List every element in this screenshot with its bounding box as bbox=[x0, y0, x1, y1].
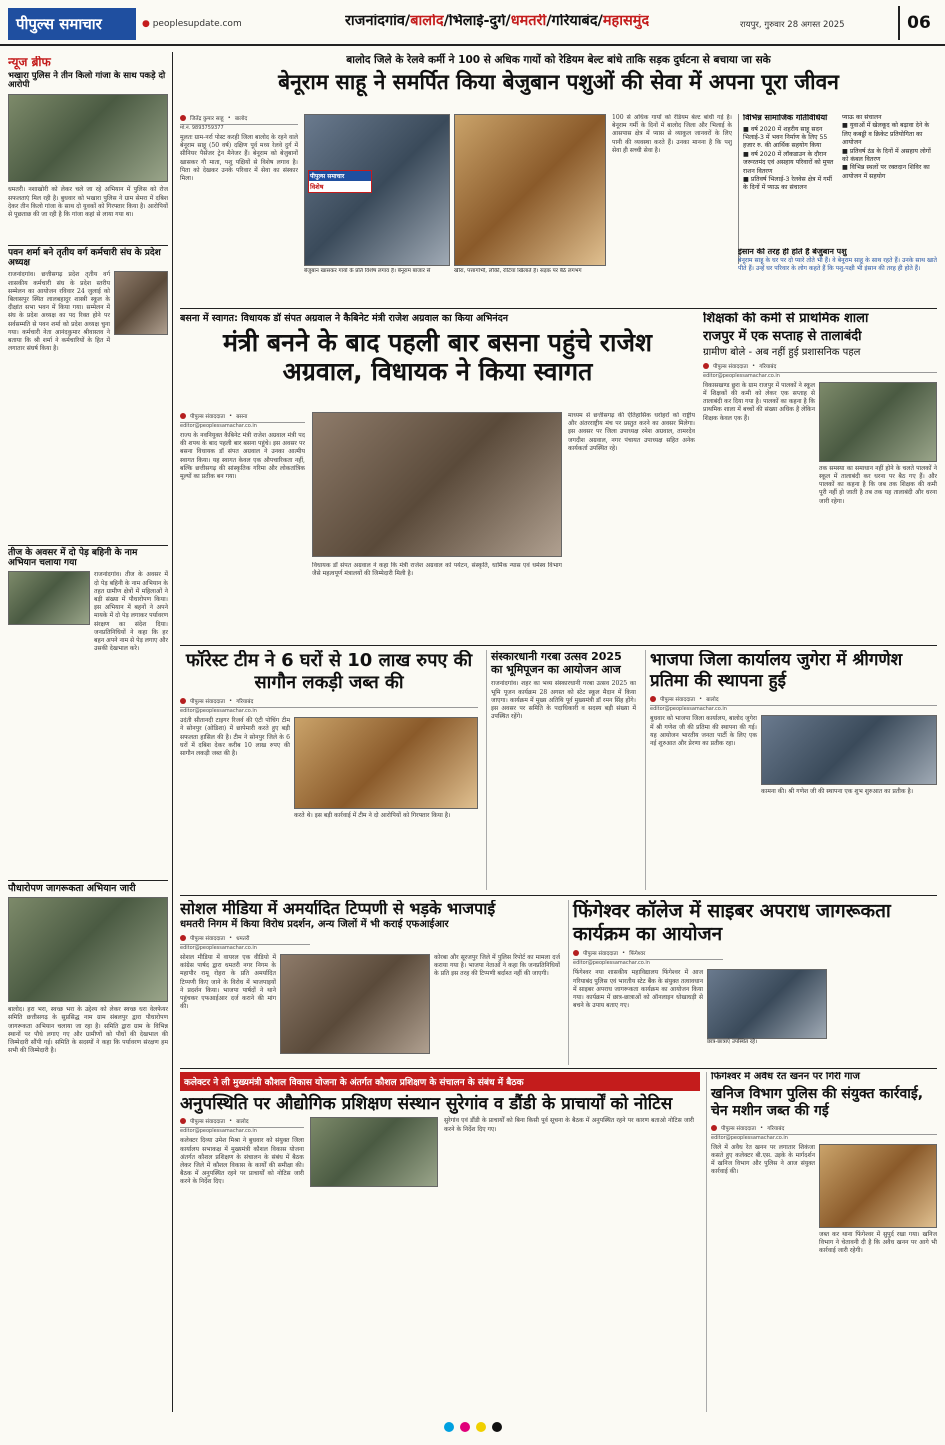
iti-headline[interactable]: अनुपस्थिति पर औद्योगिक प्रशिक्षण संस्थान सुरेगांव व डौंडी के प्राचार्यों को नोटिस bbox=[180, 1094, 673, 1114]
plant-photo bbox=[8, 897, 168, 1002]
pawan-body: राजनांदगांव। छत्तीसगढ़ प्रदेश तृतीय वर्ग शासकीय कर्मचारी संघ के प्रदेश स्तरीय सम्मेलन का आयोजन रविवार 24 जुलाई को बिलासपुर स्थित लालबहादुर शास्त्री स्कूल के दीक्षांत सभा भवन में किया गया। सम्मेलन में संघ के प्रदेश अध्यक्ष का पद रिक्त होने पर सर्वसम्मति से पवन शर्मा को प्रदेश अध्यक्ष चुना गया। कर्मचारी नेता आनंदकुमार श्रीवास्तव ने बताया कि श्री शर्मा ने कर्मचारियों के हित में लगातार संघर्ष किया है। bbox=[8, 271, 110, 353]
bjp-email: editor@peoplessamachar.co.in bbox=[650, 706, 727, 713]
bjp-photo bbox=[761, 715, 937, 785]
activities-title: विभिन्न सामाजिक गतिविधियां bbox=[743, 114, 828, 122]
special-tag: पीपुल्स समाचार विशेष bbox=[308, 170, 372, 193]
mining-kicker: फिंगेश्वर में अवैध रेत खनन पर गिरी गाज bbox=[711, 1072, 860, 1082]
teej-story bbox=[8, 545, 168, 870]
teacher-sub: ग्रामीण बोले - अब नहीं हुई प्रशासनिक पहल bbox=[703, 347, 861, 359]
activity-item: ■ विभिन्न स्थलों पर रक्तदान शिविर का आयोजन में सहयोग bbox=[842, 164, 930, 180]
teacher-photo bbox=[819, 382, 937, 462]
basna-email: editor@peoplessamachar.co.in bbox=[180, 423, 257, 429]
column-divider bbox=[172, 52, 173, 1412]
cyber-email: editor@peoplessamachar.co.in bbox=[573, 960, 650, 967]
activity-item: ■ युवाओं में खेलकूद को बढ़ावा देने के लिए कबड्डी व क्रिकेट प्रतियोगिता का आयोजन bbox=[842, 122, 930, 147]
cyan-swatch bbox=[444, 1422, 454, 1432]
basna-byline: पीपुल्स संवाददाता • बसना bbox=[180, 412, 305, 423]
basna-story bbox=[180, 312, 695, 642]
brief-photo bbox=[8, 94, 168, 182]
mining-photo bbox=[819, 1144, 937, 1228]
divider bbox=[180, 1068, 937, 1069]
teacher-byline: पीपुल्स संवाददाता • गरियाबंद bbox=[703, 362, 937, 373]
website[interactable]: ● peoplesupdate.com bbox=[142, 19, 242, 29]
brief-headline[interactable]: भखारा पुलिस ने तीन किलो गांजा के साथ पकड़े दो आरोपी bbox=[8, 70, 166, 91]
top-caption-2: खीरा, पत्तागोभी, लौकी, रोटियां खिलाते हैं। सड़क पर बैठे लगभग bbox=[454, 268, 582, 274]
activities-box-2 bbox=[842, 114, 937, 264]
basna-photo bbox=[312, 412, 562, 557]
activities-box bbox=[738, 114, 838, 264]
iti-story bbox=[180, 1072, 700, 1412]
pawan-headline[interactable]: पवन शर्मा बने तृतीय वर्ग कर्मचारी संघ के प्रदेश अध्यक्ष bbox=[8, 248, 161, 268]
mining-body-2: जब्त कर थाना फिंगेश्वर में सुपुर्द रखा गया। खनिज विभाग ने चेतावनी दी है कि अवैध खनन पर आगे भी कार्रवाई जारी रहेगी। bbox=[819, 1230, 937, 1255]
forest-email: editor@peoplessamachar.co.in bbox=[180, 708, 257, 715]
activity-item: ■ प्रतिवर्ष भिलाई-3 रेलवेस क्षेत्र में गर्मी के दिनों में प्याऊ का संचालन bbox=[743, 176, 832, 192]
top-headline[interactable]: बेनूराम साहू ने समर्पित किया बेजुबान पशुओं की सेवा में अपना पूरा जीवन bbox=[278, 70, 839, 95]
teacher-story bbox=[703, 312, 937, 642]
basna-body-2: विधायक डॉ संपत अग्रवाल ने कहा कि मंत्री राजेश अग्रवाल को पर्यटन, संस्कृति, धार्मिक न्यास एवं धर्मस्व विभाग जैसे महत्वपूर्ण मंत्रालयों की जिम्मेदारी मिली है। bbox=[312, 562, 562, 578]
top-caption-1: बेजुबान खासकर गायों के प्रति विशेष लगाव है। बेनूराम बाजार से bbox=[304, 268, 431, 274]
cyber-story bbox=[568, 900, 937, 1065]
iti-email: editor@peoplessamachar.co.in bbox=[180, 1128, 257, 1135]
brief-body: धमतरी। नशाखोरी को लेकर चले जा रहे अभियान में पुलिस को रोज सफलताएं मिल रही है। बुधवार को भखारा पुलिस ने ग्राम सेमरा में दबिश देकर तीन किलो गांजा के साथ दो युवकों को गिरफ्तार किया है। आरोपियों से पूछताछ की जा रही है कि गांजा कहां से लाया गया था। bbox=[8, 186, 168, 218]
teej-headline[interactable]: तीज के अवसर में दो पेड़ बहिनी के नाम अभियान चलाया गया bbox=[8, 548, 138, 568]
logo: पीपुल्स समाचार bbox=[8, 8, 136, 40]
activity-item: प्याऊ का संचालन bbox=[842, 114, 882, 121]
dateline: रायपुर, गुरुवार 28 अगस्त 2025 bbox=[740, 20, 845, 30]
iti-body: कलेक्टर दिव्या उमेश मिश्रा ने बुधवार को संयुक्त जिला कार्यालय सभाकक्ष में मुख्यमंत्री कौशल विकास योजना अंतर्गत कौशल प्रशिक्षण के संचालन के संबंध में बैठक लेकर जिले में कौशल विकास के कार्यों की समीक्षा की। बैठक में अनुपस्थित रहने पर प्राचार्यों को नोटिस जारी करने के निर्देश दिए। bbox=[180, 1137, 304, 1186]
bjp-byline: पीपुल्स संवाददाता • बालोद bbox=[650, 695, 937, 706]
social-sub: धमतरी निगम में किया विरोध प्रदर्शन, अन्य जिलों में भी कराई एफआईआर bbox=[180, 919, 449, 931]
social-headline[interactable]: सोशल मीडिया में अमर्यादित टिप्पणी से भड़के भाजपाई bbox=[180, 900, 496, 918]
top-story bbox=[180, 52, 937, 308]
top-photo-2 bbox=[454, 114, 606, 266]
black-swatch bbox=[492, 1422, 502, 1432]
teacher-headline[interactable]: राजपुर में एक सप्ताह से तालाबंदी bbox=[703, 329, 862, 345]
activity-item: ■ प्रतिवर्ष ठंड के दिनों में असहाय लोगों को कंबल वितरण bbox=[842, 147, 931, 164]
teacher-email: editor@peoplessamachar.co.in bbox=[703, 372, 780, 379]
mining-headline[interactable]: खनिज विभाग पुलिस की संयुक्त कार्रवाई, चेन मशीन जब्त की गई bbox=[711, 1085, 924, 1120]
pawan-story bbox=[8, 245, 168, 545]
iti-body-2: सुरेगांव एवं डौंडी के प्राचार्यों को बिना किसी पूर्व सूचना के बैठक में अनुपस्थित रहने पर कारण बताओ नोटिस जारी करने के निर्देश दिए गए। bbox=[444, 1117, 694, 1133]
divider bbox=[180, 645, 937, 646]
forest-photo bbox=[294, 717, 478, 809]
basna-body-3: माध्यम से छत्तीसगढ़ की ऐतिहासिक धरोहरों को राष्ट्रीय और अंतरराष्ट्रीय मंच पर प्रस्तुत करने का अवसर मिलेगा। इस अवसर पर जिला उपाध्यक्ष रमेश अग्रवाल, तामरदेव जगदीश अग्रवाल, नगर पंचायत उपाध्यक्ष सहित अनेक कार्यकर्ता उपस्थित रहे। bbox=[568, 412, 695, 452]
divider bbox=[180, 308, 937, 309]
plant-headline[interactable]: पौधारोपण जागरूकता अभियान जारी bbox=[8, 883, 136, 894]
activity-item: ■ वर्ष 2020 में शहरीय साहू सदन भिलाई-3 में भवन निर्माण के लिए 55 हजार रु. की आर्थिक सहयोग किया bbox=[743, 125, 828, 150]
top-byline: जितेंद्र कुमार साहू • बालोद bbox=[180, 114, 298, 125]
forest-story bbox=[180, 650, 478, 890]
color-strip bbox=[0, 1418, 945, 1436]
divider bbox=[180, 895, 937, 896]
mining-byline: पीपुल्स संवाददाता • गरियाबंद bbox=[711, 1124, 937, 1135]
cyber-photo bbox=[707, 969, 827, 1039]
cyber-headline[interactable]: फिंगेश्वर कॉलेज में साइबर अपराध जागरूकता कार्यक्रम का आयोजन bbox=[573, 900, 891, 946]
cyber-body: फिंगेश्वर नया शासकीय महाविद्यालय फिंगेश्वर में आज गरियाबंद पुलिस एवं भारतीय स्टेट बैंक के संयुक्त तत्वावधान में साइबर अपराध जागरूकता कार्यक्रम का आयोजन किया गया। कार्यक्रम में छात्र-छात्राओं को ऑनलाइन धोखाधड़ी से बचने के उपाय बताए गए। bbox=[573, 969, 703, 1010]
teacher-body-2: तक समस्या का समाधान नहीं होने के चलते पालकों ने स्कूल में तालाबंदी कर धरना पर बैठ गए हैं। और पालकों का कहना है कि जब तक शिक्षक की कमी पूरी नहीं हो जाती है तब तक यह तालाबंदी और धरना जारी रहेगा। bbox=[819, 464, 937, 505]
masthead bbox=[0, 0, 945, 46]
cyber-byline: पीपुल्स संवाददाता • फिंगेश्वर bbox=[573, 949, 723, 960]
social-photo bbox=[280, 954, 430, 1054]
teacher-body: विकासखण्ड छुरा के ग्राम राजपुर में पालकों ने स्कूल में शिक्षकों की कमी को लेकर एक सप्ताह से तालाबंदी कर दिया गया है। पालकों का कहना है कि प्राथमिक शाला में बच्चों की संख्या अधिक है लेकिन शिक्षक केवल एक हैं। bbox=[703, 381, 815, 422]
quote-box bbox=[738, 248, 937, 306]
forest-caption: करते थे। इस बड़ी कार्रवाई में टीम ने दो आरोपियों को गिरफ्तार किया है। bbox=[294, 812, 451, 820]
teej-body: राजनांदगांव। तीज के अवसर में दो पेड़ बहिनी के नाम अभियान के तहत ग्रामीण क्षेत्रों में महिलाओं ने बड़ी संख्या में पौधारोपण किया। इस अभियान में बहनों ने अपने मायके में दो पेड़ लगाकर पर्यावरण संरक्षण का संदेश दिया। जनप्रतिनिधियों ने कहा कि हर बहन अपने नाम से पेड़ लगाए और उसकी देखभाल करे। bbox=[94, 571, 168, 653]
forest-byline: पीपुल्स संवाददाता • गरियाबंद bbox=[180, 697, 478, 708]
top-mobile: मो.नं. 9893759377 bbox=[180, 125, 224, 131]
iti-kicker: कलेक्टर ने ली मुख्यमंत्री कौशल विकास योजना के अंतर्गत कौशल प्रशिक्षण के संचालन के संबंध में बैठक bbox=[180, 1072, 700, 1091]
social-body: सोशल मीडिया में वायरल एक वीडियो में कांग्रेस पार्षद द्वारा धमतरी नगर निगम के महापौर रामू रोहरा के प्रति अमर्यादित टिप्पणी किए जाने के विरोध में भाजपाइयों ने प्रदर्शन किया। भाजपा पार्षदों ने थाने पहुंचकर एफआईआर दर्ज कराने की मांग की। bbox=[180, 954, 276, 1011]
mining-story bbox=[706, 1072, 937, 1412]
social-story bbox=[180, 900, 560, 1065]
top-body: मूलतः ग्राम-नर्रा पोस्ट करही जिला बालोद के रहने वाले बेनूराम साहू (50 वर्ष) दक्षिण पूर्व मध्य रेलवे दुर्ग में सीनियर पैसेंजर ट्रेन मैनेजर हैं। बेनूराम को बेजुबानों खासकर गौ माता, पशु पक्षियों से विशेष लगाव है। पिता को देखकर उनके परिवार में सेवा का संस्कार मिला। bbox=[180, 134, 298, 183]
basna-headline[interactable]: मंत्री बनने के बाद पहली बार बसना पहुंचे राजेश अग्रवाल, विधायक ने किया स्वागत bbox=[222, 328, 653, 386]
plantation-story bbox=[8, 880, 168, 1410]
quote-title: इंसान की तरह ही होते हैं बेजुबान पशु bbox=[738, 248, 847, 256]
plant-body: बालोद। हरा भरा, स्वच्छ भरा के उद्देश्य को लेकर स्वच्छ धरा वेलफेयर समिति छत्तीसगढ़ के सुप्रसिद्ध नाम ग्राम संबलपुर द्वारा पौधारोपण जागरूकता अभियान चलाया जा रहा है। समिति द्वारा ग्राम के विभिन्न स्थानों पर पौधे लगाए गए और ग्रामीणों को पौधों की देखभाल की जिम्मेदारी सौंपी गई। समिति के सदस्यों ने कहा कि पर्यावरण संरक्षण हम सभी की जिम्मेदारी है। bbox=[8, 1006, 168, 1055]
bjp-caption: कामना की। श्री गणेश जी की स्थापना एक शुभ शुरुआत का प्रतीक है। bbox=[761, 788, 914, 796]
garba-headline[interactable]: संस्कारधानी गरबा उत्सव 2025 का भूमिपूजन का आयोजन आज bbox=[491, 650, 622, 677]
social-email: editor@peoplessamachar.co.in bbox=[180, 945, 257, 952]
activity-item: ■ वर्ष 2020 में लॉकडाउन के दौरान जरूरतमंद एवं असहाय परिवारों को मुफ्त राशन वितरण bbox=[743, 150, 834, 175]
teacher-kicker: शिक्षकों की कमी से प्राथमिक शाला bbox=[703, 312, 869, 326]
forest-body: उदंती सीतानदी टाइगर रिजर्व की एंटी पोचिंग टीम ने सोनपुर (ओडिशा) में छापेमारी करते हुए बड़ी सफलता हासिल की है। टीम ने सोनपुर जिले के 6 घरों में दबिश देकर करीब 10 लाख रुपए की सागौन लकड़ी जब्त की है। bbox=[180, 717, 290, 757]
yellow-swatch bbox=[476, 1422, 486, 1432]
city-list: राजनांदगांव/बालोद/भिलाई-दुर्ग/धमतरी/गरियाबंद/महासमुंद bbox=[345, 14, 650, 29]
quote-body: बेनूराम साहू के घर पर दो प्यारे तोते भी हैं। वे बेनूराम साहू के साथ रहते हैं। उनके साथ खाते पीते हैं। उन्हें घर परिवार के लोग कहते हैं कि पशु-पक्षी भी इंसान की तरह ही होते हैं। bbox=[738, 256, 937, 272]
garba-story bbox=[486, 650, 636, 890]
top-body-2: 100 से अधिक गायों को रेडियम बेल्ट बांधी गई है। बेनूराम गर्मी के दिनों में बालोद जिला और भिलाई के आसपास क्षेत्र में प्यास से व्याकुल जानवरों के लिए पानी की व्यवस्था करते हैं। उनका मानना है कि पशु सेवा ही सच्ची सेवा है। bbox=[612, 114, 732, 154]
pawan-photo bbox=[114, 271, 168, 335]
social-byline: पीपुल्स संवाददाता • धमतरी bbox=[180, 934, 310, 945]
cyber-caption: छात्र-छात्राएं उपस्थित रहे। bbox=[707, 1039, 758, 1046]
basna-body: राज्य के नवनियुक्त कैबिनेट मंत्री राजेश अग्रवाल मंत्री पद की शपथ के बाद पहली बार बसना पहुंचे। इस अवसर पर बसना विधायक डॉ संपत अग्रवाल ने उनका आत्मीय स्वागत किया। यह स्वागत केवल एक औपचारिकता नहीं, बल्कि छत्तीसगढ़ की सांस्कृतिक गरिमा और लोकतांत्रिक मूल्यों का प्रतीक बन गया। bbox=[180, 432, 305, 481]
social-body-2: कोरबा और सूरजपुर जिले में पुलिस रिपोर्ट का मामला दर्ज कराया गया है। भाजपा नेताओं ने कहा कि जनप्रतिनिधियों के प्रति इस तरह की टिप्पणी बर्दाश्त नहीं की जाएगी। bbox=[434, 954, 560, 978]
mining-body: जिले में अवैध रेत खनन पर लगातार शिकंजा कसते हुए कलेक्टर बी.एस. उइके के मार्गदर्शन में खनिज विभाग और पुलिस ने आज संयुक्त कार्रवाई की। bbox=[711, 1143, 815, 1176]
top-kicker: बालोद जिले के रेलवे कर्मी ने 100 से अधिक गायों को रेडियम बेल्ट बांधे ताकि सड़क दुर्घटना से बचाया जा सके bbox=[346, 54, 771, 66]
teej-photo bbox=[8, 571, 90, 625]
bjp-headline[interactable]: भाजपा जिला कार्यालय जुगेरा में श्रीगणेश प्रतिमा की स्थापना हुई bbox=[650, 650, 903, 691]
page-number: 06 bbox=[898, 6, 938, 40]
iti-photo bbox=[310, 1117, 438, 1187]
magenta-swatch bbox=[460, 1422, 470, 1432]
basna-kicker: बसना में स्वागत: विधायक डॉ संपत अग्रवाल ने कैबिनेट मंत्री राजेश अग्रवाल का किया अभिनंदन bbox=[180, 313, 509, 324]
garba-body: राजनांदगांव। शहर का भव्य संस्कारधानी गरबा उत्सव 2025 का भूमि पूजन कार्यक्रम 28 अगस्त को स्टेट स्कूल मैदान में किया जाएगा। कार्यक्रम में मुख्य अतिथि पूर्व मुख्यमंत्री डॉ रमन सिंह होंगे। इस अवसर पर समिति के पदाधिकारी व सदस्य बड़ी संख्या में उपस्थित रहेंगे। bbox=[491, 680, 636, 721]
forest-headline[interactable]: फॉरेस्ट टीम ने 6 घरों से 10 लाख रुपए की सागौन लकड़ी जब्त की bbox=[185, 650, 473, 693]
mining-email: editor@peoplessamachar.co.in bbox=[711, 1134, 788, 1141]
iti-byline: पीपुल्स संवाददाता • बालोद bbox=[180, 1117, 304, 1128]
bjp-story bbox=[645, 650, 937, 890]
bjp-body: बुधवार को भाजपा जिला कार्यालय, बालोद जुगेरा में श्री गणेश जी की प्रतिमा की स्थापना की गई। यह आयोजन भारतीय जनता पार्टी के लिए एक नई शुरुआत और प्रेरणा का प्रतीक रहा। bbox=[650, 715, 757, 748]
brief-label: न्यूज ब्रीफ bbox=[8, 56, 51, 69]
